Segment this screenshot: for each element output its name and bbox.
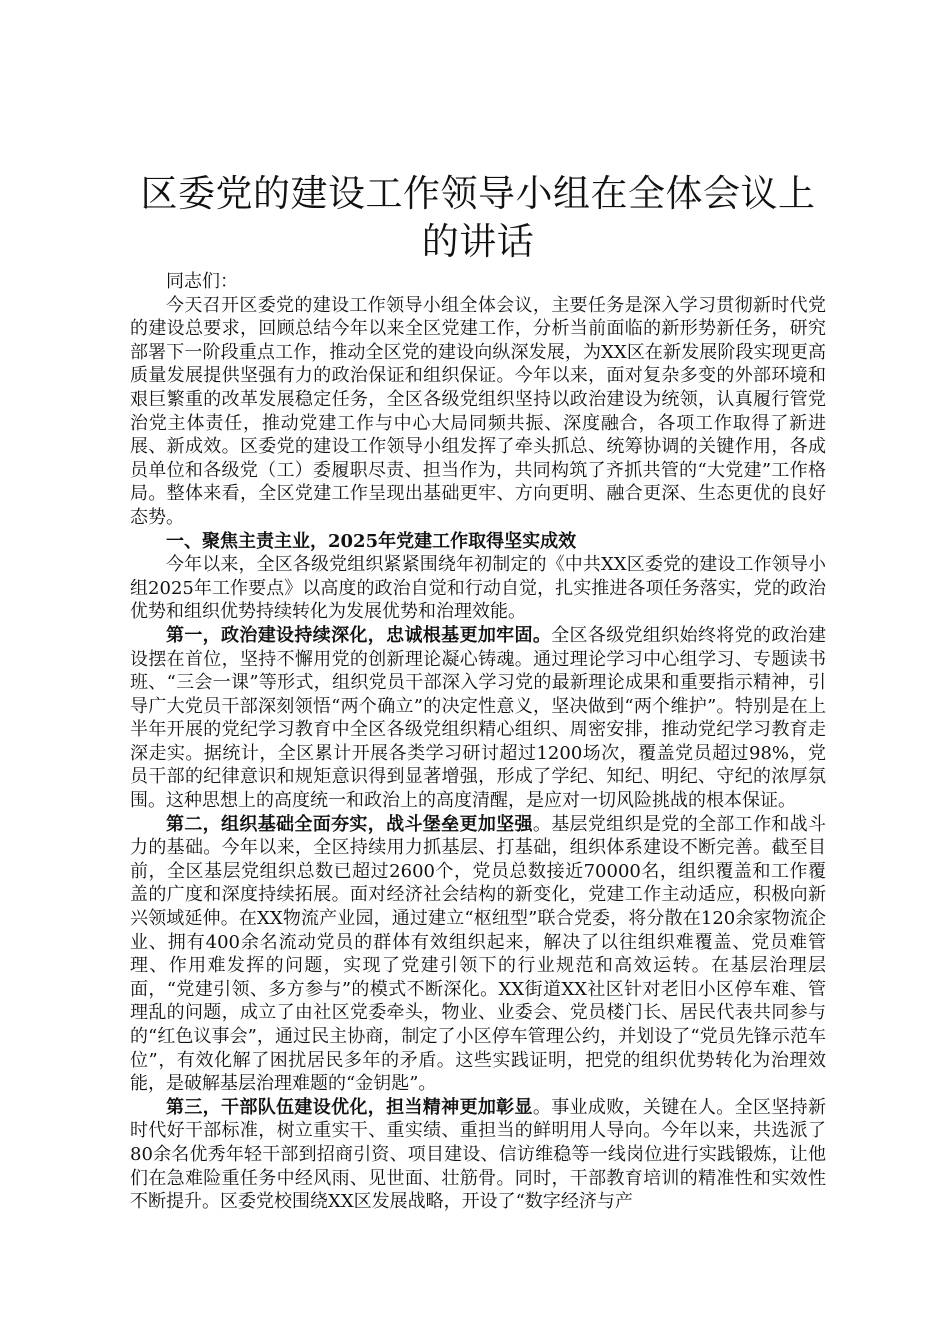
- point1-paragraph: [130, 624, 826, 813]
- section1-intro-paragraph: 今年以来，全区各级党组织紧紧围绕年初制定的《中共XX区委党的建设工作领导小组2025年工作要点》以高度的政治自觉和行动自觉，扎实推进各项任务落实，党的政治优势和组织优势持续转化为发展优势和治理效能。: [130, 554, 826, 623]
- document-page: [130, 170, 826, 1214]
- point2-paragraph: [130, 813, 826, 1096]
- document-title: 区委党的建设工作领导小组在全体会议上的讲话: [140, 172, 816, 263]
- intro-paragraph: 今天召开区委党的建设工作领导小组全体会议，主要任务是深入学习贯彻新时代党的建设总要求，回顾总结今年以来全区党建工作，分析当前面临的新形势新任务，研究部署下一阶段重点工作，推动全区党的建设向纵深发展，为XX区在新发展阶段实现更高质量发展提供坚强有力的政治保证和组织保证。今年以来，面对复杂多变的外部环境和艰巨繁重的改革发展稳定任务，全区各级党组织坚持以政治建设为统领，认真履行管党治党主体责任，推动党建工作与中心大局同频共振、深度融合，各项工作取得了新进展、新成效。区委党的建设工作领导小组发挥了牵头抓总、统筹协调的关键作用，各成员单位和各级党（工）委履职尽责、担当作为，共同构筑了齐抓共管的“大党建”工作格局。整体来看，全区党建工作呈现出基础更牢、方向更明、融合更深、生态更优的良好态势。: [130, 294, 826, 528]
- point3-paragraph: [130, 1096, 826, 1214]
- greeting: 同志们：: [166, 271, 238, 292]
- point2-lead: 第二，组织基础全面夯实，战斗堡垒更加坚强: [166, 813, 533, 835]
- point3-body: 。事业成败，关键在人。全区坚持新时代好干部标准，树立重实干、重实绩、重担当的鲜明用人导向。今年以来，共选派了80余名优秀年轻干部到招商引资、项目建设、信访维稳等一线岗位进行实践锻炼，让他们在急难险重任务中经风雨、见世面、壮筋骨。同时，干部教育培训的精准性和实效性不断提升。区委党校围绕XX区发展战略，开设了“数字经济与产: [130, 1096, 827, 1213]
- point2-body: 。基层党组织是党的全部工作和战斗力的基础。今年以来，全区持续用力抓基层、打基础，组织体系建设不断完善。截至目前，全区基层党组织总数已超过2600个，党员总数接近70000名，组织覆盖和工作覆盖的广度和深度持续拓展。面对经济社会结构的新变化，党建工作主动适应，积极向新兴领域延伸。在XX物流产业园，通过建立“枢纽型”联合党委，将分散在120余家物流企业、拥有400余名流动党员的群体有效组织起来，解决了以往组织难覆盖、党员难管理、作用难发挥的问题，实现了党建引领下的行业规范和高效运转。在基层治理层面，“党建引领、多方参与”的模式不断深化。XX街道XX社区针对老旧小区停车难、管理乱的问题，成立了由社区党委牵头，物业、业委会、党员楼门长、居民代表共同参与的“红色议事会”，通过民主协商，制定了小区停车管理公约，并划设了“党员先锋示范车位”，有效化解了困扰居民多年的矛盾。这些实践证明，把党的组织优势转化为治理效能，是破解基层治理难题的“金钥匙”。: [130, 813, 827, 1095]
- point3-lead: 第三，干部队伍建设优化，担当精神更加彰显: [166, 1096, 533, 1118]
- point1-body: 全区各级党组织始终将党的政治建设摆在首位，坚持不懈用党的创新理论凝心铸魂。通过理论学习中心组学习、专题读书班、“三会一课”等形式，组织党员干部深入学习党的最新理论成果和重要指示精神，引导广大党员干部深刻领悟“两个确立”的决定性意义，坚决做到“两个维护”。特别是在上半年开展的党纪学习教育中全区各级党组织精心组织、周密安排，推动党纪学习教育走深走实。据统计，全区累计开展各类学习研讨超过1200场次，覆盖党员超过98%，党员干部的纪律意识和规矩意识得到显著增强，形成了学纪、知纪、明纪、守纪的浓厚氛围。这种思想上的高度统一和政治上的高度清醒，是应对一切风险挑战的根本保证。: [130, 624, 827, 812]
- section-heading-1: 一、聚焦主责主业，2025年党建工作取得坚实成效: [166, 530, 577, 552]
- point1-lead: 第一，政治建设持续深化，忠诚根基更加牢固。: [166, 624, 552, 646]
